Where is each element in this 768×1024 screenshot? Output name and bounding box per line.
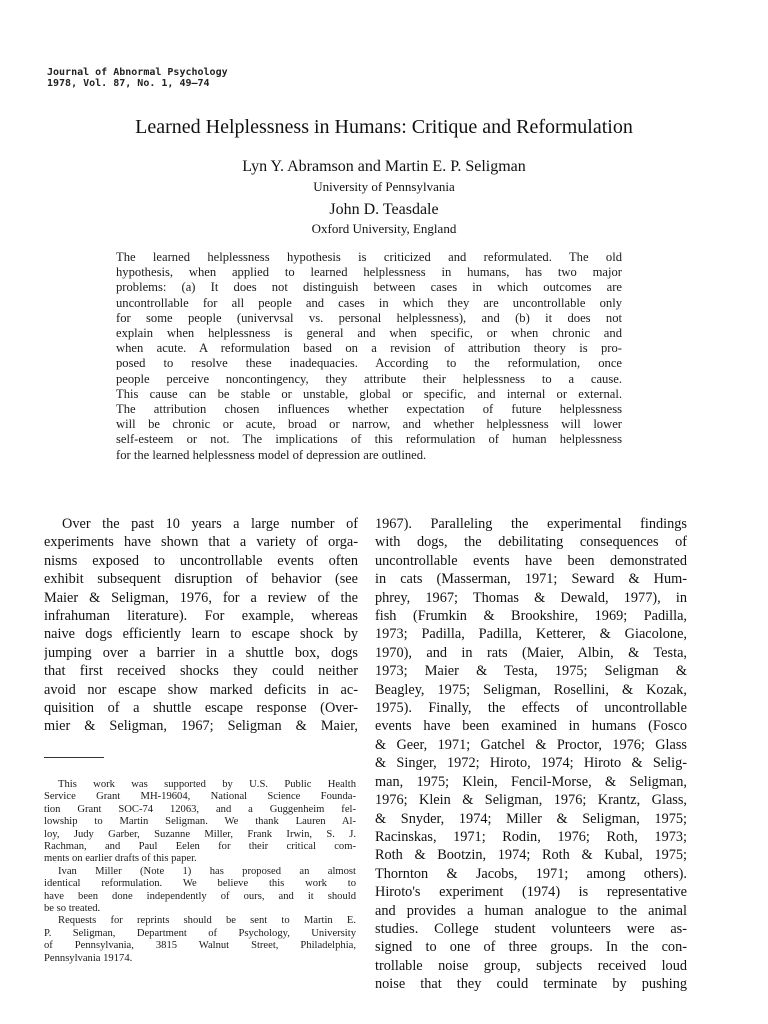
abstract-line: This cause can be stable or unstable, global or specific, and internal or external.: [116, 386, 622, 401]
body-column-left: [44, 515, 358, 736]
body-line: events have been examined in humans (Fosco: [375, 718, 687, 735]
body-column-right: [375, 515, 687, 994]
author-affiliation-2: Oxford University, England: [311, 221, 457, 236]
abstract-line: for the learned helplessness model of depression are outlined.: [116, 447, 427, 462]
body-line: studies. College student volunteers were as-: [375, 920, 687, 937]
footnote-line: This work was supported by U.S. Public Health: [58, 779, 356, 790]
body-line: Hiroto's experiment (1974) is representative: [375, 884, 687, 901]
body-line: signed to one of three groups. In the con-: [375, 939, 687, 956]
body-line: quisition of a shuttle escape response (Over-: [44, 700, 358, 717]
author-names-1: Lyn Y. Abramson and Martin E. P. Seligman: [242, 158, 526, 175]
author-affiliation-1: University of Pennsylvania: [313, 179, 455, 194]
footnote-line: ments on earlier drafts of this paper.: [44, 853, 197, 865]
abstract-line: The learned helplessness hypothesis is criticized and reformulated. The old: [116, 250, 622, 264]
footnote-line: of Pennsylvania, 3815 Walnut Street, Philadelphia,: [44, 940, 356, 952]
body-line: 1970), and in rats (Maier, Albin, & Testa,: [375, 644, 687, 661]
body-line: that first received shocks they could neither: [44, 663, 358, 680]
body-line: and provides a human analogue to the animal: [375, 902, 687, 919]
body-line: Racinskas, 1971; Rodin, 1976; Roth, 1973;: [375, 828, 687, 845]
body-line: Maier & Seligman, 1976, for a review of the: [44, 589, 358, 606]
body-line: avoid nor escape show marked deficits in ac-: [44, 681, 358, 698]
journal-citation: 1978, Vol. 87, No. 1, 49–74: [47, 78, 210, 89]
abstract-line: hypothesis, when applied to learned helplessness in humans, has two major: [116, 265, 622, 280]
body-line: exhibit subsequent disruption of behavior (see: [44, 571, 358, 588]
footnotes: [44, 779, 356, 965]
body-line: jumping over a barrier in a shuttle box, dogs: [44, 644, 358, 661]
body-line: Roth & Bootzin, 1974; Roth & Kubal, 1975;: [375, 847, 687, 864]
body-line: 1973; Padilla, Padilla, Ketterer, & Giacolone,: [375, 626, 687, 643]
journal-name: Journal of Abnormal Psychology: [47, 67, 228, 78]
body-line: & Snyder, 1974; Miller & Seligman, 1975;: [375, 810, 687, 827]
body-line: phrey, 1967; Thomas & Dewald, 1977), in: [375, 589, 687, 606]
footnote-line: Service Grant MH-19604, National Science Founda-: [44, 791, 356, 803]
abstract-line: self-esteem or not. The implications of this reformulation of human helplessness: [116, 432, 622, 447]
abstract: [116, 250, 622, 463]
abstract-line: will be chronic or acute, broad or narrow, and whether helplessness will lower: [116, 417, 622, 432]
body-line: man, 1975; Klein, Fencil-Morse, & Seligman,: [375, 773, 687, 790]
body-line: with dogs, the debilitating consequences of: [375, 534, 687, 551]
body-line: 1967). Paralleling the experimental findings: [375, 516, 687, 532]
footnote-line: lowship to Martin Seligman. We thank Lauren Al-: [44, 816, 356, 828]
body-line: 1975). Finally, the effects of uncontrollable: [375, 700, 687, 717]
body-line: Beagley, 1975; Seligman, Rosellini, & Kozak,: [375, 681, 687, 698]
footnote-line: Pennsylvania 19174.: [44, 952, 133, 964]
abstract-line: when acute. A reformulation based on a revision of attribution theory is pro-: [116, 341, 622, 356]
body-line: in cats (Masserman, 1971; Seward & Hum-: [375, 571, 687, 588]
footnote-line: identical reformulation. We believe this work to: [44, 878, 356, 890]
body-line: 1973; Maier & Testa, 1975; Seligman &: [375, 663, 687, 680]
abstract-line: people perceive noncontingency, they attribute their helplessness to a cause.: [116, 371, 622, 386]
abstract-line: problems: (a) It does not distinguish between cases in which outcomes are: [116, 280, 622, 295]
abstract-line: The attribution chosen influences whether expectation of future helplessness: [116, 402, 622, 417]
body-line: & Geer, 1971; Gatchel & Proctor, 1976; Glass: [375, 736, 687, 753]
abstract-line: explain when helplessness is general and when specific, or when chronic and: [116, 326, 622, 341]
author-names-2: John D. Teasdale: [329, 201, 439, 218]
abstract-line: uncontrollable for all people and cases in which they are uncontrollable only: [116, 295, 622, 310]
footnote-line: have been done independently of ours, and it should: [44, 890, 356, 902]
footnote-line: Requests for reprints should be sent to Martin E.: [58, 915, 356, 927]
body-line: mier & Seligman, 1967; Seligman & Maier,: [44, 718, 358, 735]
body-line: trollable noise group, subjects received loud: [375, 957, 687, 974]
body-line: nisms exposed to uncontrollable events often: [44, 552, 358, 569]
body-line: Over the past 10 years a large number of: [62, 516, 358, 532]
abstract-line: posed to resolve these inadequacies. According to the reformulation, once: [116, 356, 622, 371]
journal-header: [47, 67, 228, 89]
abstract-line: for some people (univervsal vs. personal helplessness), and (b) it does not: [116, 310, 622, 325]
body-line: Thornton & Jacobs, 1971; among others).: [375, 865, 687, 882]
article-title: Learned Helplessness in Humans: Critique and Reformulation: [135, 116, 633, 138]
body-line: experiments have shown that a variety of orga-: [44, 534, 358, 551]
footnote-line: tion Grant SOC-74 12063, and a Guggenheim fel-: [44, 803, 356, 815]
footnote-line: loy, Judy Garber, Suzanne Miller, Frank Irwin, S. J.: [44, 828, 356, 840]
body-line: noise that they could terminate by pushing: [375, 976, 687, 993]
body-line: & Singer, 1972; Hiroto, 1974; Hiroto & Selig-: [375, 755, 687, 772]
footnote-line: Rachman, and Paul Eelen for their critical com-: [44, 841, 356, 853]
body-line: infrahuman literature). For example, whereas: [44, 608, 358, 625]
body-line: naive dogs efficiently learn to escape shock by: [44, 626, 358, 643]
body-line: fish (Frumkin & Brookshire, 1969; Padilla,: [375, 608, 687, 625]
footnote-line: be so treated.: [44, 903, 101, 915]
footnote-rule: [44, 757, 104, 758]
body-line: uncontrollable events have been demonstrated: [375, 552, 687, 569]
body-line: 1976; Klein & Seligman, 1976; Krantz, Glass,: [375, 792, 687, 809]
footnote-line: P. Seligman, Department of Psychology, University: [44, 927, 356, 939]
footnote-line: Ivan Miller (Note 1) has proposed an almost: [58, 865, 356, 877]
